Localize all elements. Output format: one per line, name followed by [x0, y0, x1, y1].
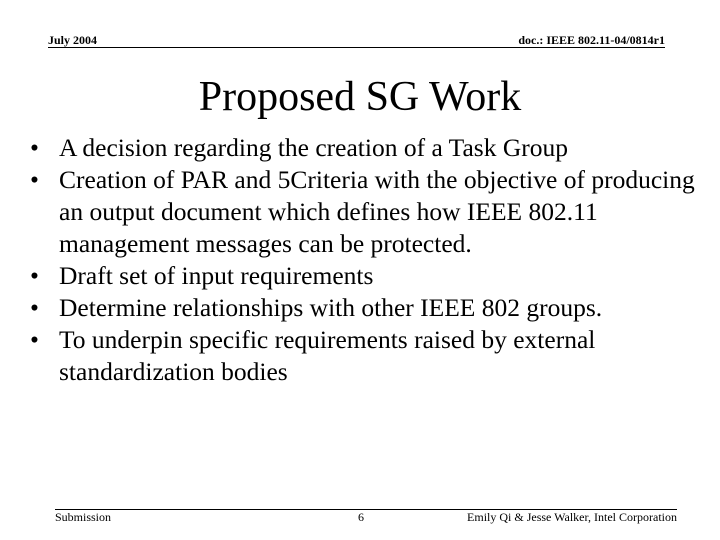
header-date: July 2004: [48, 33, 98, 47]
bullet-item: [30, 324, 700, 388]
bullet-icon: •: [30, 293, 39, 322]
bullet-icon: •: [30, 261, 39, 290]
bullet-text: Creation of PAR and 5Criteria with the objective of producing an output document which defines how IEEE 802.11 management messages can be protected.: [59, 165, 695, 258]
bullet-text: Determine relationships with other IEEE 802 groups.: [59, 293, 603, 322]
bullet-item: [30, 164, 700, 260]
bullet-item: [30, 292, 700, 324]
header-divider: [48, 47, 665, 48]
bullet-text: Draft set of input requirements: [59, 261, 374, 290]
bullet-icon: •: [30, 325, 39, 354]
bullet-item: [30, 260, 700, 292]
footer-submission: Submission: [55, 510, 112, 524]
page-number: 6: [358, 510, 364, 524]
bullet-icon: •: [30, 133, 39, 162]
header-doc-id: doc.: IEEE 802.11-04/0814r1: [518, 33, 665, 47]
bullet-icon: •: [30, 165, 39, 194]
bullet-list: [30, 132, 700, 388]
slide-title: Proposed SG Work: [198, 74, 522, 120]
bullet-text: A decision regarding the creation of a Task Group: [59, 133, 569, 162]
bullet-text: To underpin specific requirements raised by external standardization bodies: [59, 325, 596, 386]
footer-authors: Emily Qi & Jesse Walker, Intel Corporation: [467, 510, 677, 524]
bullet-item: [30, 132, 700, 164]
